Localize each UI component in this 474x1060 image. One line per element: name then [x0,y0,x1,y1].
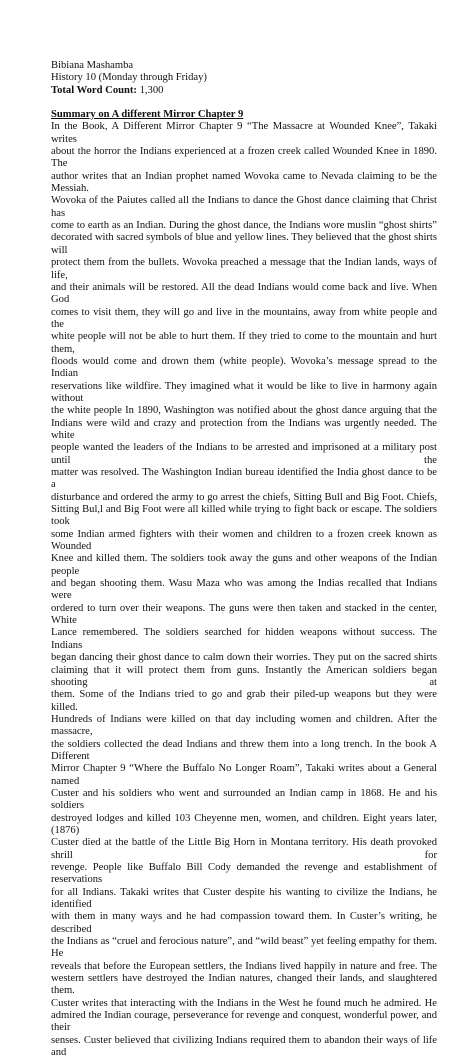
body-line: Knee and killed them. The soldiers took away the guns and other weapons of the Indian people [51,553,437,577]
spacer [51,97,437,109]
body-line: Custer writes that interacting with the Indians in the West he found much he admired. He [51,997,437,1009]
body-line: Custer and his soldiers who went and surrounded an Indian camp in 1868. He and his soldiers [51,787,437,812]
body-line: began dancing their ghost dance to calm down their worries. They put on the sacred shirts [51,652,437,664]
body-line: reservations like wildfire. They imagined what it would be like to live in harmony again without [51,380,437,404]
body-line: Mirror Chapter 9 “Where the Buffalo No Longer Roam”, Takaki writes about a General named [51,763,437,787]
body-line: disturbance and ordered the army to go arrest the chiefs, Sitting Bull and Big Foot. Chiefs, [51,491,437,503]
body-line: the white people In 1890, Washington was notified about the ghost dance arguing that the [51,405,437,417]
document-page [51,60,437,1060]
word-count-label: Total Word Count: [51,84,137,96]
body-line: decorated with sacred symbols of blue and yellow lines. They believed that the ghost shirts will [51,232,437,256]
word-count [51,85,437,97]
body-line: for all Indians. Takaki writes that Custer despite his wanting to civilize the Indians, he identified [51,886,437,911]
body-line: come to earth as an Indian. During the ghost dance, the Indians wore muslin “ghost shirts” [51,220,437,232]
body-line: author writes that an Indian prophet named Wovoka came to Nevada claiming to be the Messiah. [51,170,437,195]
body-line: Custer died at the battle of the Little Big Horn in Montana territory. His death provoked shrill for [51,837,437,861]
body-line: Indians were wild and crazy and protection from the Indians was urgently needed. The white [51,417,437,441]
body-line: western settlers have destroyed the Indian natures, changed their lands, and slaughtered them. [51,973,437,997]
body-line: protect them from the bullets. Wovoka preached a message that the Indian lands, ways of life, [51,257,437,281]
body-line: people wanted the leaders of the Indians to be arrested and imprisoned at a military post until the [51,442,437,466]
student-name: Bibiana Mashamba [51,60,134,71]
body-line: and their animals will be restored. All the dead Indians would come back and live. When God [51,281,437,306]
body-line: senses. Custer believed that civilizing Indians required them to abandon their ways of life and [51,1034,437,1059]
summary-body [51,121,437,1059]
body-line: admired the Indian courage, perseverance for revenge and conquest, wonderful power, and their [51,1010,437,1034]
body-line: Lance remembered. The soldiers searched for hidden weapons without success. The Indians [51,627,437,651]
body-line: white people will not be able to hurt them. If they tried to come to the mountain and hurt them, [51,331,437,355]
body-line: destroyed lodges and killed 103 Cheyenne men, women, and children. Eight years later, (1876) [51,812,437,836]
summary-heading: Summary on A different Mirror Chapter 9 [51,109,244,121]
body-line: about the horror the Indians experienced at a frozen creek called Wounded Knee in 1890. The [51,146,437,170]
body-line: Hundreds of Indians were killed on that day including women and children. After the massacre, [51,713,437,738]
body-line: the soldiers collected the dead Indians and threw them into a long trench. In the book A Different [51,738,437,762]
body-line: Sitting Bul,l and Big Foot were all killed while trying to fight back or escape. The soldiers took [51,504,437,528]
body-line: and began shooting them. Wasu Maza who was among the Indias recalled that Indians were [51,578,437,602]
body-line: them. Some of the Indians tried to go and grab their piled-up weapons but they were killed. [51,689,437,713]
body-line: claiming that it will protect them from guns. Instantly the American soldiers began shooting at [51,664,437,688]
body-line: some Indian armed fighters with their women and children to a frozen creek known as Wounded [51,528,437,553]
body-line: with them in many ways and he had compassion toward them. In Custer’s writing, he described [51,911,437,935]
body-line: Wovoka of the Paiutes called all the Indians to dance the Ghost dance claiming that Christ has [51,195,437,219]
body-line: floods would come and drown them (white people). Wovoka’s message spread to the Indian [51,355,437,380]
body-line: In the Book, A Different Mirror Chapter 9 “The Massacre at Wounded Knee”, Takaki writes [51,121,437,145]
course-info: History 10 (Monday through Friday) [51,72,207,84]
body-line: revenge. People like Buffalo Bill Cody demanded the revenge and establishment of reservations [51,862,437,886]
body-line: reveals that before the European settlers, the Indians lived happily in nature and free. The [51,960,437,972]
body-line: the Indians as “cruel and ferocious nature”, and “wild beast” yet feeling empathy for them. He [51,936,437,960]
body-line: matter was resolved. The Washington Indian bureau identified the India ghost dance to be a [51,467,437,491]
body-line: ordered to turn over their weapons. The guns were then taken and stacked in the center, White [51,602,437,627]
body-line: comes to visit them, they will go and live in the mountains, away from white people and the [51,306,437,330]
word-count-value: 1,300 [136,84,164,96]
